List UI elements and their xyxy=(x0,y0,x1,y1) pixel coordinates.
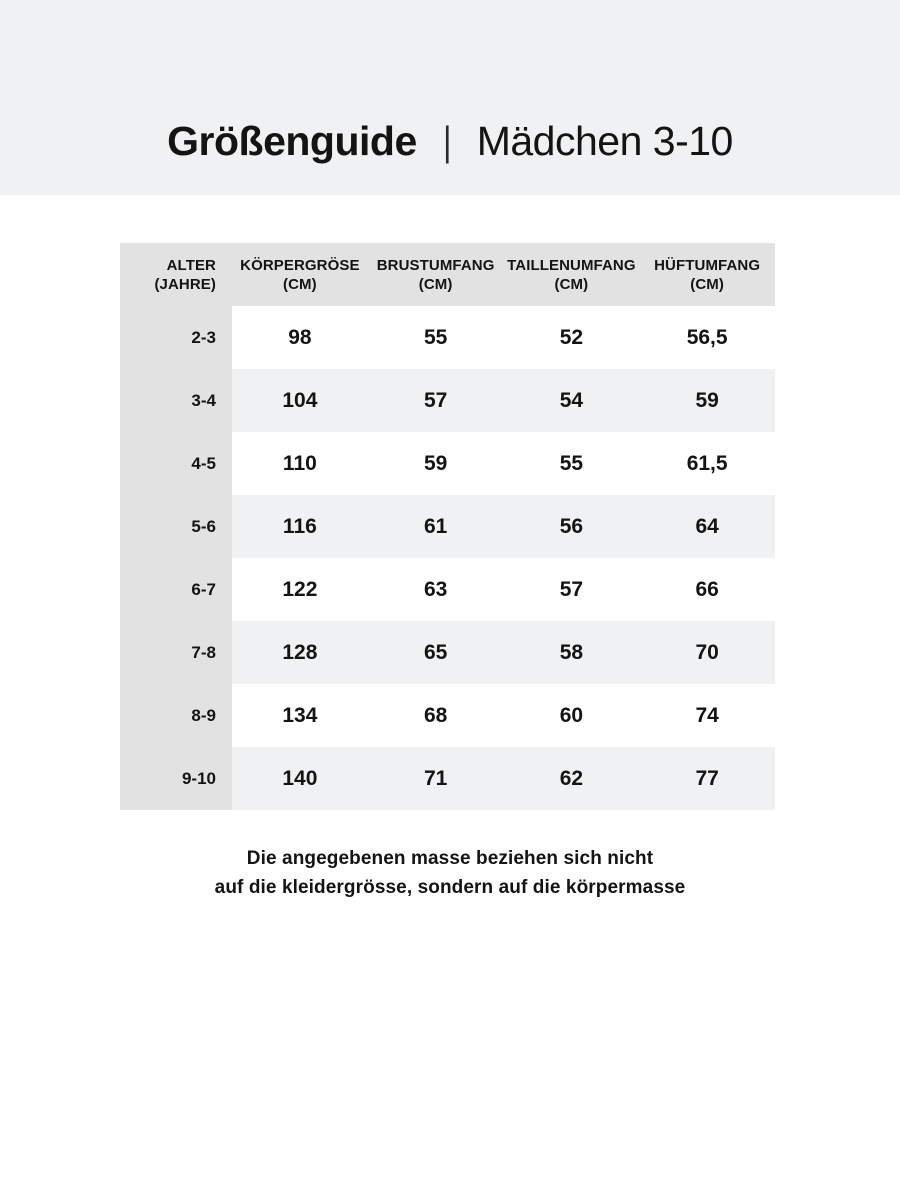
age-cell: 3-4 xyxy=(120,369,232,432)
size-guide-table xyxy=(120,243,775,810)
column-header-label: KÖRPERGRÖSE xyxy=(240,256,360,274)
value-cell-height: 104 xyxy=(282,388,318,412)
value-cell-hip: 74 xyxy=(695,703,719,727)
value-cell-chest: 61 xyxy=(423,514,448,538)
table-row xyxy=(120,747,775,810)
value-cell-height: 110 xyxy=(282,451,317,475)
value-cell-height: 140 xyxy=(282,766,318,790)
table-row xyxy=(120,432,775,495)
value-cell-chest: 68 xyxy=(423,703,448,727)
value-cell-height: 134 xyxy=(282,703,318,727)
value-cell-chest: 71 xyxy=(423,766,448,790)
column-header-chest xyxy=(368,243,504,306)
value-cell-waist: 58 xyxy=(559,640,584,664)
page-title-bold: Größenguide xyxy=(167,118,417,164)
table-row xyxy=(120,306,775,369)
age-cell: 2-3 xyxy=(120,306,232,369)
column-header-hip xyxy=(639,243,775,306)
column-header-label: TAILLENUMFANG xyxy=(507,256,636,274)
value-cell-chest: 59 xyxy=(423,451,448,475)
disclaimer-line-2: auf die kleidergrösse, sondern auf die körpermasse xyxy=(214,877,686,898)
value-cell-height: 122 xyxy=(282,577,318,601)
value-cell-chest: 55 xyxy=(423,325,448,349)
value-cell-hip: 56,5 xyxy=(686,325,728,349)
value-cell-hip: 64 xyxy=(695,514,719,538)
column-header-age xyxy=(120,243,232,306)
column-header-unit: (CM) xyxy=(283,275,317,293)
age-cell: 4-5 xyxy=(120,432,232,495)
value-cell-waist: 56 xyxy=(559,514,584,538)
title-separator: | xyxy=(442,118,451,164)
value-cell-waist: 55 xyxy=(559,451,584,475)
table-row xyxy=(120,621,775,684)
table-row xyxy=(120,684,775,747)
value-cell-waist: 52 xyxy=(559,325,584,349)
value-cell-waist: 57 xyxy=(559,577,584,601)
age-cell: 8-9 xyxy=(120,684,232,747)
value-cell-waist: 60 xyxy=(559,703,584,727)
table-row xyxy=(120,369,775,432)
value-cell-height: 116 xyxy=(282,514,317,538)
disclaimer-line-1: Die angegebenen masse beziehen sich nicht xyxy=(246,848,654,869)
age-cell: 7-8 xyxy=(120,621,232,684)
age-cell: 6-7 xyxy=(120,558,232,621)
page-title xyxy=(0,118,900,165)
table-header-row xyxy=(120,243,775,306)
value-cell-chest: 57 xyxy=(423,388,448,412)
column-header-unit: (CM) xyxy=(554,275,589,293)
table-row xyxy=(120,495,775,558)
value-cell-hip: 70 xyxy=(695,640,719,664)
value-cell-height: 128 xyxy=(282,640,318,664)
value-cell-chest: 65 xyxy=(423,640,448,664)
column-header-unit: (JAHRE) xyxy=(154,275,216,293)
value-cell-waist: 62 xyxy=(559,766,584,790)
value-cell-hip: 61,5 xyxy=(686,451,728,475)
value-cell-hip: 66 xyxy=(695,577,719,601)
age-cell: 5-6 xyxy=(120,495,232,558)
column-header-label: HÜFTUMFANG xyxy=(654,256,761,274)
value-cell-waist: 54 xyxy=(559,388,584,412)
header-banner xyxy=(0,0,900,195)
value-cell-hip: 77 xyxy=(695,766,719,790)
column-header-label: BRUSTUMFANG xyxy=(376,256,495,274)
value-cell-chest: 63 xyxy=(423,577,448,601)
column-header-unit: (CM) xyxy=(418,275,453,293)
value-cell-hip: 59 xyxy=(695,388,719,412)
column-header-waist xyxy=(504,243,640,306)
measurement-disclaimer xyxy=(0,844,900,902)
page-title-subtitle: Mädchen 3-10 xyxy=(476,118,733,164)
column-header-label: ALTER xyxy=(166,256,216,274)
value-cell-height: 98 xyxy=(288,325,312,349)
table-row xyxy=(120,558,775,621)
column-header-height xyxy=(232,243,368,306)
age-cell: 9-10 xyxy=(120,747,232,810)
column-header-unit: (CM) xyxy=(690,275,724,293)
